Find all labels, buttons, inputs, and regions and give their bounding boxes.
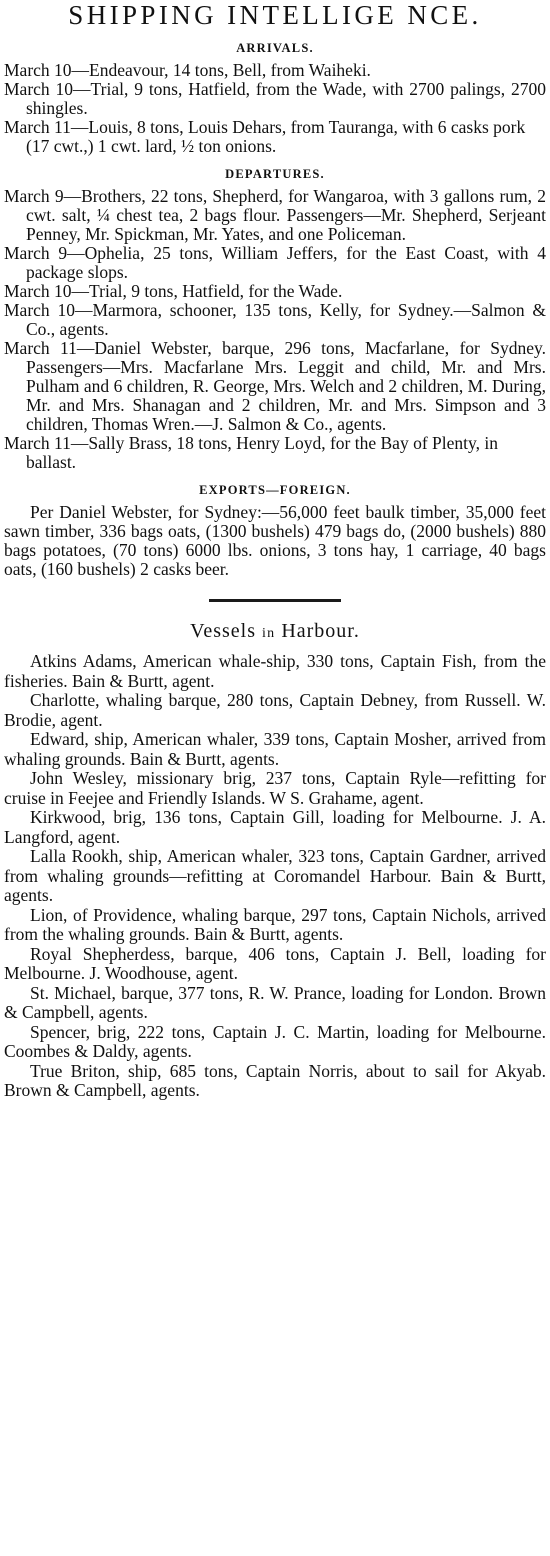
vessel-entry: John Wesley, missionary brig, 237 tons, Captain Ryle—refitting for cruise in Feejee and Friendly Islands. W S. Grahame, agent. <box>4 768 546 808</box>
arrival-entry: March 10—Trial, 9 tons, Hatfield, from the Wade, with 2700 palings, 2700 shingles. <box>4 79 546 118</box>
departure-entry: March 9—Brothers, 22 tons, Shepherd, for Wangaroa, with 3 gallons rum, 2 cwt. salt, ¼ chest tea, 2 bags flour. Passengers—Mr. Shepherd, Serjeant Penney, Mr. Spickman, Mr. Yates, and one Policeman. <box>4 186 546 244</box>
departure-entry: March 10—Marmora, schooner, 135 tons, Kelly, for Sydney.—Salmon & Co., agents. <box>4 300 546 339</box>
harbour-heading-word: Harbour. <box>281 620 360 642</box>
vessel-entry: St. Michael, barque, 377 tons, R. W. Prance, loading for London. Brown & Campbell, agents. <box>4 982 546 1022</box>
arrivals-heading: ARRIVALS. <box>236 41 314 55</box>
departure-entry: March 11—Daniel Webster, barque, 296 tons, Macfarlane, for Sydney. Passengers—Mrs. Macfarlane Mrs. Leggit and child, Mr. and Mrs. Pulham and 6 children, R. George, Mrs. Welch and 2 children, M. During, Mr. and Mrs. Shanagan and 2 children, Mr. and Mrs. Simpson and 3 children, Thomas Wren.—J. Salmon & Co., agents. <box>4 338 546 434</box>
vessel-entry: Charlotte, whaling barque, 280 tons, Captain Debney, from Russell. W. Brodie, agent. <box>4 690 546 730</box>
vessel-entry: Kirkwood, brig, 136 tons, Captain Gill, loading for Melbourne. J. A. Langford, agent. <box>4 807 546 847</box>
harbour-vessels-list <box>4 652 546 1101</box>
arrival-entry: March 11—Louis, 8 tons, Louis Dehars, from Tauranga, with 6 casks pork (17 cwt.,) 1 cwt. lard, ½ ton onions. <box>4 117 526 156</box>
harbour-heading-word: in <box>262 626 276 641</box>
harbour-heading <box>4 619 546 646</box>
section-divider <box>209 599 341 602</box>
exports-heading: EXPORTS—FOREIGN. <box>199 483 351 497</box>
vessel-entry: Lalla Rookh, ship, American whaler, 323 tons, Captain Gardner, arrived from whaling grounds—refitting at Coromandel Harbour. Bain & Burtt, agents. <box>4 846 546 905</box>
departure-entry: March 10—Trial, 9 tons, Hatfield, for the Wade. <box>4 281 343 301</box>
departures-heading: DEPARTURES. <box>225 167 325 181</box>
vessel-entry: Atkins Adams, American whale-ship, 330 tons, Captain Fish, from the fisheries. Bain & Burtt, agent. <box>4 651 546 691</box>
harbour-heading-word: Vessels <box>190 620 257 642</box>
vessel-entry: Edward, ship, American whaler, 339 tons, Captain Mosher, arrived from whaling grounds. Bain & Burtt, agents. <box>4 729 546 769</box>
departures-list <box>4 187 546 472</box>
vessel-entry: Spencer, brig, 222 tons, Captain J. C. Martin, loading for Melbourne. Coombes & Daldy, agents. <box>4 1021 546 1061</box>
masthead-title: SHIPPING INTELLIGE NCE. <box>68 0 482 30</box>
arrivals-list <box>4 61 546 156</box>
vessel-entry: True Briton, ship, 685 tons, Captain Norris, about to sail for Akyab. Brown & Campbell, agents. <box>4 1060 546 1100</box>
vessel-entry: Lion, of Providence, whaling barque, 297 tons, Captain Nichols, arrived from the whaling grounds. Bain & Burtt, agents. <box>4 904 546 944</box>
exports-paragraph: Per Daniel Webster, for Sydney:—56,000 feet baulk timber, 35,000 feet sawn timber, 336 bags oats, (1300 bushels) 479 bags do, (2000 bushels) 880 bags potatoes, (70 tons) 6000 lbs. onions, 3 tons hay, 1 carriage, 40 bags oats, (160 bushels) 2 casks beer. <box>4 502 546 579</box>
arrival-entry: March 10—Endeavour, 14 tons, Bell, from Waiheki. <box>4 60 371 80</box>
departure-entry: March 9—Ophelia, 25 tons, William Jeffers, for the East Coast, with 4 package slops. <box>4 243 546 282</box>
departure-entry: March 11—Sally Brass, 18 tons, Henry Loyd, for the Bay of Plenty, in ballast. <box>4 433 498 472</box>
vessel-entry: Royal Shepherdess, barque, 406 tons, Captain J. Bell, loading for Melbourne. J. Woodhouse, agent. <box>4 943 546 983</box>
